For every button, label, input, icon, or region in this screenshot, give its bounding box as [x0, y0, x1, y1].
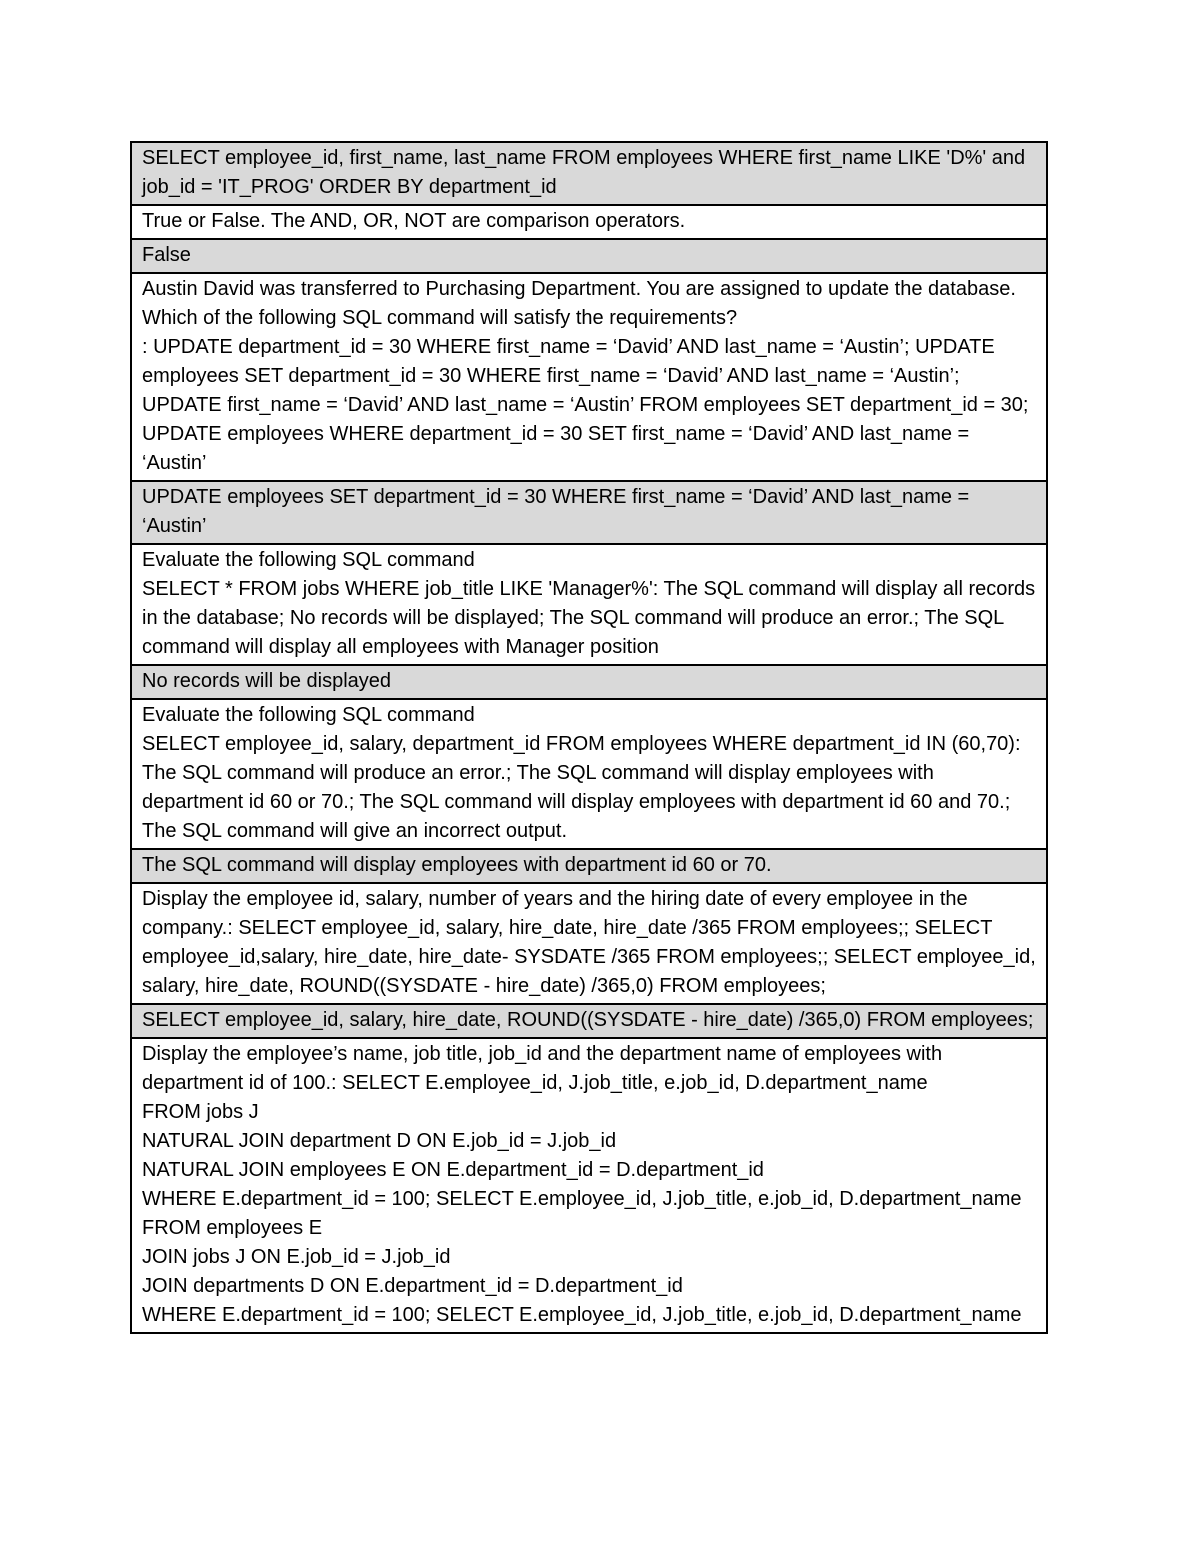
- question-row: [131, 883, 1047, 1004]
- answer-row: [131, 665, 1047, 699]
- answer-row: [131, 849, 1047, 883]
- answer-cell: False: [131, 239, 1047, 273]
- qa-table: [130, 141, 1048, 1334]
- question-row: [131, 544, 1047, 665]
- answer-cell: SELECT employee_id, first_name, last_name FROM employees WHERE first_name LIKE 'D%' and job_id = 'IT_PROG' ORDER BY department_id: [131, 142, 1047, 205]
- question-row: [131, 1038, 1047, 1333]
- question-row: [131, 205, 1047, 239]
- answer-row: [131, 239, 1047, 273]
- question-cell: True or False. The AND, OR, NOT are comparison operators.: [131, 205, 1047, 239]
- question-row: [131, 699, 1047, 849]
- question-cell: Evaluate the following SQL command SELECT employee_id, salary, department_id FROM employees WHERE department_id IN (60,70): The SQL command will produce an error.; The SQL command will display employees with department id 60 or 70.; The SQL command will display employees with department id 60 and 70.; The SQL command will give an incorrect output.: [131, 699, 1047, 849]
- question-cell: Display the employee id, salary, number of years and the hiring date of every employee in the company.: SELECT employee_id, salary, hire_date, hire_date /365 FROM employees;; SELECT employee_id,salary, hire_date, hire_date- SYSDATE /365 FROM employees;; SELECT employee_id, salary, hire_date, ROUND((SYSDATE - hire_date) /365,0) FROM employees;: [131, 883, 1047, 1004]
- answer-cell: No records will be displayed: [131, 665, 1047, 699]
- answer-cell: The SQL command will display employees with department id 60 or 70.: [131, 849, 1047, 883]
- question-row: [131, 273, 1047, 481]
- answer-row: [131, 1004, 1047, 1038]
- answer-cell: SELECT employee_id, salary, hire_date, ROUND((SYSDATE - hire_date) /365,0) FROM employees;: [131, 1004, 1047, 1038]
- answer-row: [131, 481, 1047, 544]
- answer-cell: UPDATE employees SET department_id = 30 WHERE first_name = ‘David’ AND last_name = ‘Austin’: [131, 481, 1047, 544]
- question-cell: Evaluate the following SQL command SELECT * FROM jobs WHERE job_title LIKE 'Manager%': The SQL command will display all records in the database; No records will be displayed; The SQL command will produce an error.; The SQL command will display all employees with Manager position: [131, 544, 1047, 665]
- question-cell: Display the employee’s name, job title, job_id and the department name of employees with department id of 100.: SELECT E.employee_id, J.job_title, e.job_id, D.department_name FROM jobs J NATURAL JOIN department D ON E.job_id = J.job_id NATURAL JOIN employees E ON E.department_id = D.department_id WHERE E.department_id = 100; SELECT E.employee_id, J.job_title, e.job_id, D.department_name FROM employees E JOIN jobs J ON E.job_id = J.job_id JOIN departments D ON E.department_id = D.department_id WHERE E.department_id = 100; SELECT E.employee_id, J.job_title, e.job_id, D.department_name: [131, 1038, 1047, 1333]
- question-cell: Austin David was transferred to Purchasing Department. You are assigned to update the database. Which of the following SQL command will satisfy the requirements? : UPDATE department_id = 30 WHERE first_name = ‘David’ AND last_name = ‘Austin’; UPDATE employees SET department_id = 30 WHERE first_name = ‘David’ AND last_name = ‘Austin’; UPDATE first_name = ‘David’ AND last_name = ‘Austin’ FROM employees SET department_id = 30; UPDATE employees WHERE department_id = 30 SET first_name = ‘David’ AND last_name = ‘Austin’: [131, 273, 1047, 481]
- answer-row: [131, 142, 1047, 205]
